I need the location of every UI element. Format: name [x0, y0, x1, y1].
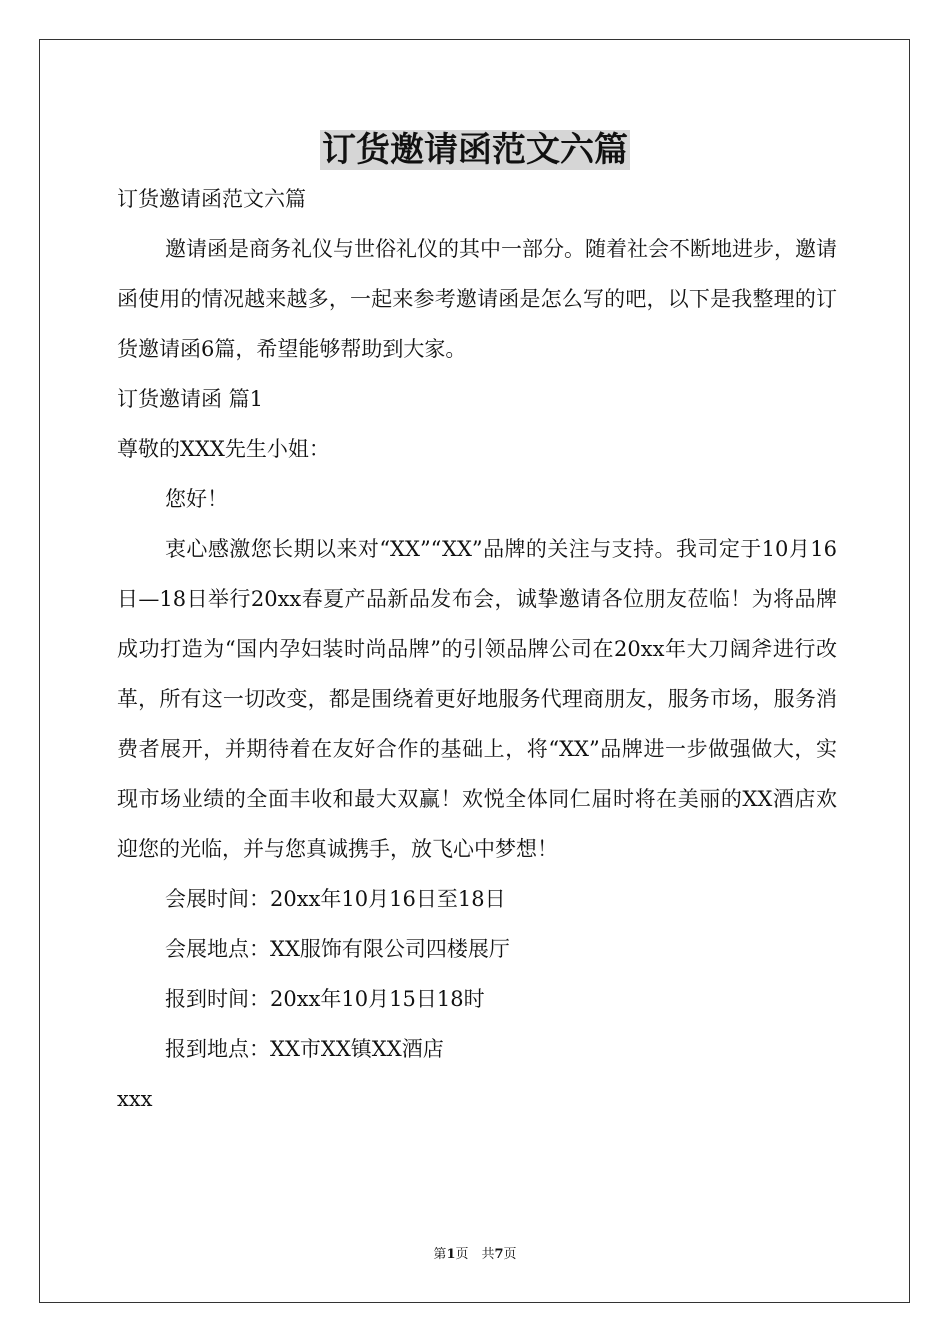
- page-mid: 页 共: [455, 1247, 495, 1262]
- checkin-time-line: 报到时间：20xx年10月15日18时: [165, 987, 485, 1011]
- body-paragraph: 衷心感激您长期以来对“XX”“XX”品牌的关注与支持。我司定于10月16日—18日举行20xx春夏产品新品发布会，诚挚邀请各位朋友莅临！为将品牌成功打造为“国内孕妇装时尚品牌”的引领品牌公司在20xx年大刀阔斧进行改革，所有这一切改变，都是围绕着更好地服务代理商朋友，服务市场，服务消费者展开，并期待着在友好合作的基础上，将“XX”品牌进一步做强做大，实现市场业绩的全面丰收和最大双赢！欢悦全体同仁届时将在美丽的XX酒店欢迎您的光临，并与您真诚携手，放飞心中梦想！: [117, 537, 837, 861]
- page-suffix: 页: [503, 1247, 517, 1262]
- signature-line: xxx: [117, 1087, 153, 1111]
- expo-time-line: 会展时间：20xx年10月16日至18日: [165, 887, 506, 911]
- salutation-line: 尊敬的XXX先生小姐：: [117, 437, 330, 461]
- current-page-number: 1: [446, 1247, 456, 1262]
- section-heading: 订货邀请函 篇1: [117, 387, 264, 411]
- subtitle-line: 订货邀请函范文六篇: [117, 187, 306, 211]
- document-title: [0, 128, 950, 172]
- intro-paragraph: 邀请函是商务礼仪与世俗礼仪的其中一部分。随着社会不断地进步，邀请函使用的情况越来越多，一起来参考邀请函是怎么写的吧，以下是我整理的订货邀请函6篇，希望能够帮助到大家。: [117, 237, 837, 361]
- greeting-line: 您好！: [165, 487, 228, 511]
- document-body: [117, 174, 837, 1124]
- page-footer: [0, 1246, 950, 1264]
- page-prefix: 第: [433, 1247, 447, 1262]
- total-page-number: 7: [494, 1247, 504, 1262]
- expo-place-line: 会展地点：XX服饰有限公司四楼展厅: [165, 937, 510, 961]
- document-title-text: 订货邀请函范文六篇: [322, 130, 628, 170]
- checkin-place-line: 报到地点：XX市XX镇XX酒店: [165, 1037, 444, 1061]
